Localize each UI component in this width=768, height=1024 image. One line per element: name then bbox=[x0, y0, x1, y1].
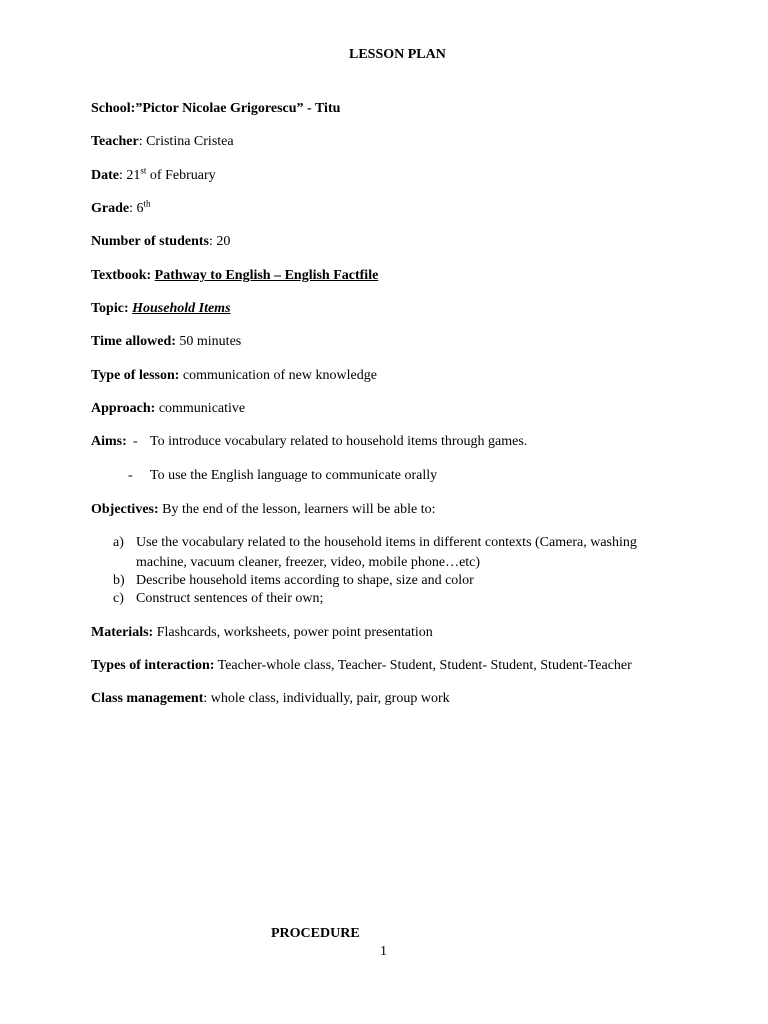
date-value: : 21 bbox=[119, 168, 141, 183]
aims-item-1-text: To introduce vocabulary related to household items through games. bbox=[150, 434, 528, 449]
objective-b-marker: b) bbox=[113, 573, 125, 588]
aims-item-2-text: To use the English language to communicate orally bbox=[150, 468, 438, 483]
students-value: : 20 bbox=[208, 234, 231, 249]
topic-value: Household Items bbox=[132, 301, 231, 316]
objective-c-text: Construct sentences of their own; bbox=[136, 591, 324, 606]
time-allowed-label: Time allowed: bbox=[91, 334, 176, 349]
teacher-label: Teacher bbox=[91, 134, 139, 149]
interaction-line bbox=[91, 657, 632, 675]
page-title: LESSON PLAN bbox=[349, 47, 446, 62]
objective-b-text: Describe household items according to shape, size and color bbox=[136, 573, 474, 588]
grade-superscript: th bbox=[143, 198, 151, 209]
lesson-type-line bbox=[91, 367, 377, 385]
materials-value: Flashcards, worksheets, power point presentation bbox=[156, 625, 433, 640]
lesson-type-value: communication of new knowledge bbox=[182, 368, 377, 383]
objective-c-marker: c) bbox=[113, 591, 124, 606]
textbook-line bbox=[91, 267, 378, 285]
school-label: School: bbox=[91, 101, 136, 116]
students-label: Number of students bbox=[91, 234, 209, 249]
lesson-type-label: Type of lesson: bbox=[91, 368, 180, 383]
textbook-label: Textbook: bbox=[91, 268, 152, 283]
materials-line bbox=[91, 624, 433, 642]
grade-line bbox=[91, 200, 151, 218]
date-suffix: of February bbox=[146, 168, 216, 183]
time-allowed-line bbox=[91, 333, 241, 351]
interaction-value: Teacher-whole class, Teacher- Student, Student- Student, Student-Teacher bbox=[217, 658, 632, 673]
topic-label: Topic: bbox=[91, 301, 129, 316]
management-label: Class management bbox=[91, 691, 204, 706]
grade-label: Grade bbox=[91, 201, 130, 216]
objective-a-text-cont: machine, vacuum cleaner, freezer, video, mobile phone…etc) bbox=[136, 555, 481, 570]
aims-label: Aims: bbox=[91, 434, 127, 449]
page-number: 1 bbox=[380, 944, 387, 959]
aims-item-2-marker: - bbox=[128, 468, 133, 483]
date-label: Date bbox=[91, 168, 119, 183]
teacher-line bbox=[91, 133, 234, 151]
objectives-label: Objectives: bbox=[91, 502, 159, 517]
objectives-intro: By the end of the lesson, learners will be able to: bbox=[162, 502, 436, 517]
approach-line bbox=[91, 400, 245, 418]
objectives-line bbox=[91, 501, 435, 519]
textbook-value: Pathway to English – English Factfile bbox=[154, 268, 379, 283]
grade-value: : 6 bbox=[129, 201, 144, 216]
objective-a-text: Use the vocabulary related to the household items in different contexts (Camera, washing bbox=[136, 535, 637, 550]
approach-value: communicative bbox=[158, 401, 246, 416]
teacher-value: : Cristina Cristea bbox=[138, 134, 234, 149]
procedure-heading: PROCEDURE bbox=[271, 926, 360, 941]
date-line bbox=[91, 167, 216, 185]
management-value: : whole class, individually, pair, group work bbox=[203, 691, 450, 706]
time-allowed-value: 50 minutes bbox=[179, 334, 242, 349]
aims-item-1-marker: - bbox=[133, 434, 138, 449]
interaction-label: Types of interaction: bbox=[91, 658, 215, 673]
school-line bbox=[91, 100, 340, 118]
date-superscript: st bbox=[140, 165, 147, 176]
topic-line bbox=[91, 300, 231, 318]
approach-label: Approach: bbox=[91, 401, 156, 416]
students-line bbox=[91, 233, 230, 251]
school-value: ”Pictor Nicolae Grigorescu” - Titu bbox=[135, 101, 341, 116]
management-line bbox=[91, 690, 450, 708]
materials-label: Materials: bbox=[91, 625, 154, 640]
objective-a-marker: a) bbox=[113, 535, 124, 550]
